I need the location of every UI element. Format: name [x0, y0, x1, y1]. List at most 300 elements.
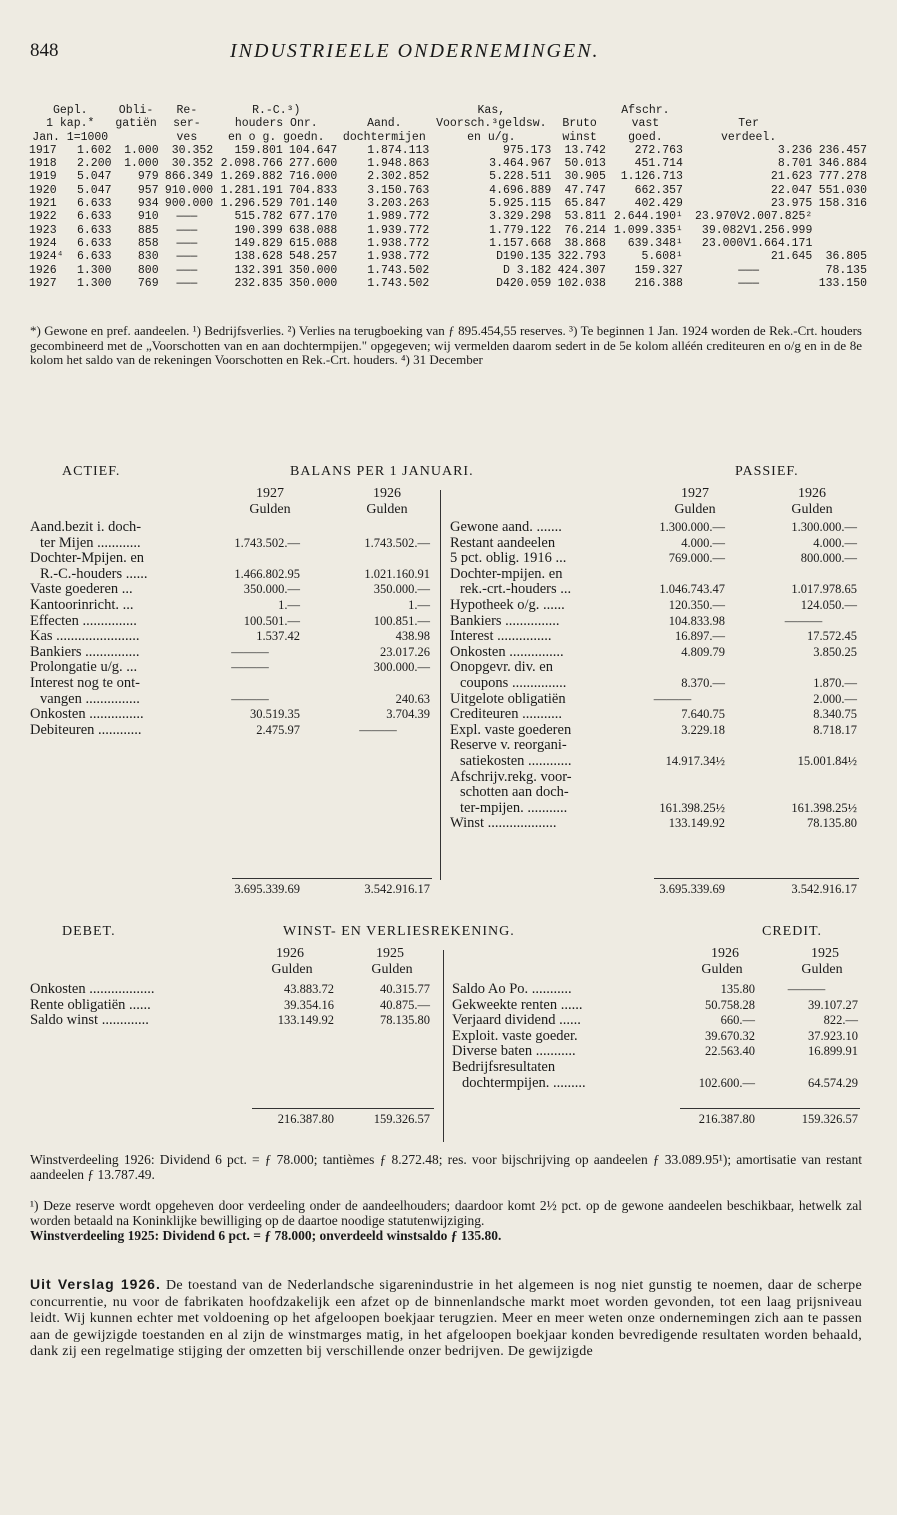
balance-divider	[440, 490, 441, 880]
passief-label: Restant aandeelen	[450, 534, 556, 551]
actief-label: Effecten ...............	[30, 612, 137, 629]
history-cell: 866.349	[164, 170, 214, 184]
history-cell: 830	[137, 250, 159, 264]
passief-value-b: 161.398.25½	[791, 800, 857, 815]
history-table-body	[28, 144, 868, 290]
passief-label: Gewone aand. .......	[450, 519, 562, 535]
actief-value-a: 100.501.—	[243, 613, 300, 628]
passief-value-a: 1.300.000.—	[659, 520, 725, 534]
credit-label: Verjaard dividend ......	[452, 1012, 581, 1029]
history-cell: 551.030	[818, 183, 867, 197]
actief-value-b: 100.851.—	[373, 613, 430, 628]
passief-value-b: 8.340.75	[813, 707, 857, 722]
history-cell: 975.173	[502, 143, 552, 157]
history-cell: 13.742	[564, 143, 606, 157]
history-cell: 1924⁴	[29, 250, 64, 264]
debet-label: Rente obligatiën ......	[30, 996, 151, 1013]
history-header-cell: Aand.	[367, 117, 402, 131]
history-cell: ———	[176, 210, 198, 224]
history-cell: ———	[738, 263, 759, 277]
history-cell: 2.302.852	[367, 170, 430, 184]
history-cell: 3.203.263	[367, 197, 430, 211]
history-header-cell: Obli-	[118, 104, 154, 117]
passief-label: Onopgevr. div. en	[450, 659, 553, 676]
passief-value-b: 1.300.000.—	[791, 520, 857, 534]
passief-label: Interest ...............	[450, 628, 552, 645]
history-cell: 149.829	[234, 236, 283, 250]
history-cell: ———	[176, 276, 198, 290]
passief-label: Hypotheek o/g. ......	[450, 597, 565, 613]
actief-value-a: 1.537.42	[256, 629, 300, 644]
passief-value-b: 4.000.—	[813, 535, 857, 550]
actief-value-b: 3.704.39	[386, 707, 430, 722]
history-cell: 1.000	[124, 157, 159, 171]
debet-label: Onkosten ..................	[30, 981, 155, 997]
history-cell: 53.811	[564, 210, 606, 224]
history-header-cell: Re-	[176, 104, 198, 117]
history-cell: 50.013	[564, 157, 606, 171]
actief-label: vangen ...............	[40, 690, 140, 707]
history-cell: 5.228.511	[489, 170, 552, 184]
history-cell: 424.307	[557, 263, 606, 277]
history-cell: 615.088	[289, 236, 338, 250]
table-note: *) Gewone en pref. aandeelen. ¹) Bedrijfsverlies. ²) Verlies na terugboeking van ƒ 895.454,55 reserves. ³) Te beginnen 1 Jan. 1924 worden de Rek.-Crt. houders gecombineerd met de „Voorschotten van en aan dochtermpijen." opgegeven; wij vermelden daarom sedert in de 5e kolom alléén crediteuren en o/g en in de 8e kolom het saldo van de rekeningen Voorschotten en Rek.-Crt. houders. ⁴) 31 December	[30, 323, 862, 368]
history-cell: 515.782	[234, 210, 283, 224]
credit-total-a: 216.387.80	[698, 1112, 755, 1126]
history-cell: D 3.182	[502, 263, 552, 277]
debet-label: Saldo winst .............	[30, 1012, 149, 1029]
passief-label: 5 pct. oblig. 1916 ...	[450, 550, 567, 567]
history-cell: 47.747	[564, 183, 606, 197]
history-cell: 159.801	[234, 143, 283, 157]
history-row	[28, 224, 868, 237]
history-cell: 957	[137, 183, 159, 197]
history-cell: 1.157.668	[489, 236, 552, 250]
history-cell	[813, 237, 868, 250]
history-cell: 1.989.772	[367, 210, 430, 224]
history-cell: 701.140	[289, 197, 338, 211]
history-header-cell: Kas,	[477, 104, 506, 117]
passief-label: Dochter-mpijen. en	[450, 565, 563, 582]
debet-title: DEBET.	[62, 924, 116, 939]
passief-value-b: ———	[784, 613, 823, 628]
history-cell: 777.278	[818, 170, 867, 184]
history-cell: 277.600	[289, 157, 338, 171]
history-cell: 23.000V1.664.171	[701, 236, 813, 250]
passief-label: Uitgelote obligatiën	[450, 690, 566, 707]
actief-value-a: 2.475.97	[256, 722, 300, 737]
history-cell: 3.236	[777, 143, 813, 157]
history-header-cell: Gepl.	[53, 104, 88, 117]
credit-total-b: 159.326.57	[801, 1112, 858, 1126]
history-cell: 1926	[29, 263, 57, 277]
actief-value-b: 300.000.—	[373, 660, 430, 675]
history-cell: 36.805	[825, 250, 867, 264]
actief-value-b: 1.—	[408, 598, 430, 612]
actief-label: Onkosten ...............	[30, 706, 144, 723]
history-cell: ———	[176, 250, 198, 264]
passief-value-b: 1.017.978.65	[791, 582, 857, 597]
actief-label: ter Mijen ............	[40, 534, 141, 551]
history-cell: 402.429	[634, 197, 683, 211]
history-cell: 133.150	[818, 276, 867, 290]
history-cell: 1918	[29, 157, 57, 171]
passief-title: PASSIEF.	[735, 464, 799, 479]
actief-value-b: 438.98	[395, 629, 430, 644]
debet-value-a: 43.883.72	[284, 982, 334, 996]
history-cell: D420.059	[496, 276, 552, 290]
history-cell: 639.348¹	[627, 236, 683, 250]
credit-label: Exploit. vaste goeder.	[452, 1027, 578, 1044]
history-cell: 1.099.335¹	[613, 223, 683, 237]
passief-label: Bankiers ...............	[450, 612, 560, 629]
history-cell: 2.098.766	[220, 157, 283, 171]
history-cell: 132.391	[234, 263, 283, 277]
passief-value-a: 104.833.98	[668, 613, 725, 628]
history-cell: 38.868	[564, 236, 606, 250]
annual-report-excerpt	[30, 1276, 862, 1361]
history-row	[28, 157, 868, 170]
passief-value-b: 1.870.—	[813, 676, 857, 690]
history-cell: 900.000	[164, 197, 214, 211]
history-header-cell: winst	[562, 130, 597, 144]
debet-value-a: 133.149.92	[277, 1013, 334, 1028]
history-header-row	[28, 117, 868, 130]
history-cell: 8.701	[777, 157, 813, 171]
history-cell: ———	[176, 263, 198, 277]
passief-value-a: 3.229.18	[681, 722, 725, 737]
actief-label: Dochter-Mpijen. en	[30, 550, 145, 567]
history-cell: 1.269.882	[220, 170, 283, 184]
history-cell: 6.633	[77, 250, 112, 264]
history-header-cell: Ter	[738, 117, 759, 131]
history-cell: 1.948.863	[367, 157, 430, 171]
history-table	[28, 104, 868, 290]
actief-value-b: 240.63	[395, 691, 430, 706]
passief-label: Winst ...................	[450, 815, 557, 832]
history-cell: 236.457	[818, 143, 867, 157]
history-cell: 1919	[29, 170, 57, 184]
history-cell: D190.135	[496, 250, 552, 264]
actief-label: Kas .......................	[30, 628, 140, 645]
history-header-cell: Jan. 1=1000	[32, 130, 109, 144]
history-header-cell: goed.	[628, 130, 663, 144]
history-cell: 78.135	[825, 263, 867, 277]
credit-value-b: 822.—	[823, 1013, 858, 1028]
passief-label: schotten aan doch-	[460, 784, 569, 801]
history-header-cell: gatiën	[115, 117, 157, 131]
history-header-cell: dochtermijen	[342, 130, 426, 144]
credit-value-a: 39.670.32	[705, 1028, 755, 1043]
history-cell: 1.743.502	[367, 276, 430, 290]
history-cell: 30.905	[564, 170, 606, 184]
history-cell: ———	[176, 236, 198, 250]
history-cell: 2.644.190¹	[613, 210, 683, 224]
history-cell: 138.628	[234, 250, 283, 264]
history-cell: 451.714	[634, 157, 683, 171]
credit-value-a: 102.600.—	[698, 1075, 755, 1090]
history-cell: 638.088	[289, 223, 338, 237]
history-header-cell: ser-	[173, 117, 201, 131]
history-cell: 1.939.772	[367, 223, 430, 237]
table-notes	[30, 324, 862, 368]
history-cell: 6.633	[77, 236, 112, 250]
passief-value-b: 8.718.17	[813, 722, 857, 737]
debet-value-b: 40.315.77	[380, 982, 430, 996]
passief-value-b: 3.850.25	[813, 644, 857, 659]
debet-year-b: 1925	[376, 946, 404, 961]
actief-label: R.-C.-houders ......	[40, 565, 148, 582]
passief-value-a: 8.370.—	[681, 676, 725, 690]
history-cell: 1.743.502	[367, 263, 430, 277]
history-cell: 1917	[29, 143, 57, 157]
history-cell: 30.352	[171, 143, 214, 157]
passief-label: Reserve v. reorgani-	[450, 737, 567, 754]
history-cell: 30.352	[171, 157, 214, 171]
verslag-text: De toestand van de Nederlandsche sigarenindustrie in het algemeen is nog niet gunstig te noemen, daar de scherpe concurrentie, nu voor de fabrikaten hoofdzakelijk een afzet op de binnenlandsche markt moet worden gevonden, tot een laag prijsniveau leidt. Wij kunnen echter met voldoening op het afgeloopen boekjaar terugzien. Meer en meer weten onze ondernemingen zich aan te passen aan de gewijzigde toestanden en al zijn de winstmarges matig, in het afgeloopen boekjaar konden bevredigende resultaten worden behaald, dank zij een regelmatige stijging der omzetten bij verschillende onzer bedrijven. De gewijzigde	[30, 1278, 862, 1359]
history-cell: 979	[137, 170, 159, 184]
passief-value-a: 7.640.75	[681, 707, 725, 722]
passief-value-a: 133.149.92	[668, 816, 725, 831]
history-table-header	[28, 104, 868, 144]
history-cell: 1.281.191	[220, 183, 283, 197]
credit-label: Bedrijfsresultaten	[452, 1059, 556, 1075]
history-cell: 2.200	[77, 157, 112, 171]
history-cell: 1.300	[77, 263, 112, 277]
history-cell: 1924	[29, 236, 57, 250]
history-cell: 39.082V1.256.999	[701, 223, 813, 237]
history-cell: 21.623	[770, 170, 813, 184]
history-cell: 104.647	[289, 143, 338, 157]
history-cell: 6.633	[77, 197, 112, 211]
history-row	[28, 184, 868, 197]
credit-label: Gekweekte renten ......	[452, 996, 583, 1013]
passief-value-a: 4.000.—	[681, 535, 725, 550]
history-cell: 1.938.772	[367, 236, 430, 250]
page-header	[0, 40, 897, 80]
history-cell: 3.150.763	[367, 183, 430, 197]
balance-title: BALANS PER 1 JANUARI.	[290, 464, 474, 479]
history-cell: 3.329.298	[489, 210, 552, 224]
passief-label: ter-mpijen. ...........	[460, 799, 568, 816]
passief-value-a: 14.917.34½	[665, 754, 725, 768]
history-cell: 76.214	[564, 223, 606, 237]
profit-distribution-text	[30, 1152, 862, 1243]
actief-value-b: ———	[359, 722, 397, 737]
actief-total-b: 3.542.916.17	[364, 882, 430, 896]
debet-total-b: 159.326.57	[373, 1112, 430, 1126]
running-title: INDUSTRIEELE ONDERNEMINGEN.	[230, 40, 600, 62]
history-cell: 4.696.889	[489, 183, 552, 197]
passief-label: Afschrijv.rekg. voor-	[450, 768, 572, 785]
history-cell: 350.000	[289, 263, 338, 277]
history-cell: 1.874.113	[367, 143, 430, 157]
credit-value-a: 50.758.28	[705, 997, 755, 1012]
actief-value-a: 30.519.35	[250, 707, 300, 722]
passief-year-b: 1926	[798, 486, 826, 501]
debet-unit-b: Gulden	[371, 962, 413, 977]
passief-unit-a: Gulden	[674, 502, 716, 517]
passief-value-b: 17.572.45	[807, 629, 857, 644]
credit-title: CREDIT.	[762, 924, 823, 939]
history-cell: 1.938.772	[367, 250, 430, 264]
history-row	[28, 250, 868, 263]
page-number: 848	[30, 40, 59, 61]
passief-total-rule	[654, 878, 859, 879]
history-header-row	[28, 131, 868, 144]
history-cell: 22.047	[770, 183, 813, 197]
debet-year-a: 1926	[276, 946, 304, 961]
passief-value-a: 161.398.25½	[659, 800, 725, 815]
history-header-cell	[338, 104, 430, 117]
history-cell: 769	[137, 276, 159, 290]
history-cell	[813, 224, 868, 237]
history-cell: 1922	[29, 210, 57, 224]
credit-year-b: 1925	[811, 946, 839, 961]
history-cell: 272.763	[634, 143, 683, 157]
history-row	[28, 237, 868, 250]
actief-total-a: 3.695.339.69	[234, 882, 300, 896]
history-cell: 1923	[29, 223, 57, 237]
history-header-cell	[113, 131, 160, 144]
history-cell: 677.170	[289, 210, 338, 224]
history-cell: 5.047	[77, 170, 112, 184]
debet-total-a: 216.387.80	[277, 1112, 334, 1126]
passief-value-a: 1.046.743.47	[659, 582, 725, 597]
actief-label: Aand.bezit i. doch-	[30, 519, 142, 535]
history-header-cell: ves	[176, 130, 198, 144]
passief-value-b: 2.000.—	[813, 691, 857, 706]
history-cell: 1.300	[77, 276, 112, 290]
passief-value-a: 4.809.79	[681, 644, 725, 659]
history-cell: 346.884	[818, 157, 867, 171]
actief-value-a: ———	[231, 644, 269, 659]
history-cell: 800	[137, 263, 159, 277]
actief-value-a: 1.743.502.—	[234, 535, 300, 550]
history-cell: 5.047	[77, 183, 112, 197]
history-cell: 1920	[29, 183, 57, 197]
passief-value-a: ———	[653, 691, 692, 706]
passief-year-a: 1927	[681, 486, 709, 501]
passief-value-b: 78.135.80	[807, 816, 857, 831]
credit-label: Diverse baten ...........	[452, 1043, 576, 1060]
history-row	[28, 210, 868, 223]
actief-value-a: ———	[231, 660, 269, 675]
history-cell: 716.000	[289, 170, 338, 184]
credit-value-b: 16.899.91	[808, 1044, 858, 1059]
passief-value-a: 16.897.—	[675, 629, 725, 644]
winstverdeeling-1925: Winstverdeeling 1925: Dividend 6 pct. = ƒ 78.000; onverdeeld winstsaldo ƒ 135.80.	[30, 1228, 502, 1243]
history-cell: 885	[137, 223, 159, 237]
history-header-cell: Bruto	[562, 117, 597, 131]
history-row	[28, 170, 868, 183]
credit-value-b: 64.574.29	[808, 1075, 858, 1090]
history-cell: 190.399	[234, 223, 283, 237]
history-cell: 159.327	[634, 263, 683, 277]
history-cell: 1921	[29, 197, 57, 211]
actief-unit-a: Gulden	[249, 502, 291, 517]
history-cell: 1.602	[77, 143, 112, 157]
actief-label: Vaste goederen ...	[30, 581, 133, 598]
history-row	[28, 144, 868, 157]
passief-total-a: 3.695.339.69	[659, 882, 725, 896]
history-cell: 5.608¹	[641, 250, 683, 264]
passief-label: Crediteuren ...........	[450, 706, 562, 723]
history-cell: 1927	[29, 276, 57, 290]
credit-value-a: 660.—	[720, 1013, 755, 1028]
history-row	[28, 277, 868, 290]
history-cell: 910	[137, 210, 159, 224]
history-cell: 232.835	[234, 276, 283, 290]
passief-label: rek.-crt.-houders ...	[460, 581, 572, 598]
actief-value-a: 350.000.—	[243, 582, 300, 597]
history-cell: 102.038	[557, 276, 606, 290]
verslag-lead: Uit Verslag 1926.	[30, 1276, 161, 1292]
history-cell: 23.975	[770, 197, 813, 211]
history-header-cell: Voorsch.³geldsw.	[436, 117, 547, 131]
history-cell: ———	[176, 223, 198, 237]
debet-value-a: 39.354.16	[284, 997, 334, 1012]
passief-label: Expl. vaste goederen	[450, 721, 572, 738]
history-row	[28, 264, 868, 277]
history-header-row	[28, 104, 868, 117]
history-cell: 5.925.115	[489, 197, 552, 211]
actief-value-a: 1.466.802.95	[234, 566, 300, 581]
history-cell: 1.779.122	[489, 223, 552, 237]
actief-value-a: 1.—	[278, 598, 300, 612]
history-header-cell	[552, 104, 607, 117]
history-cell: 662.357	[634, 183, 683, 197]
history-cell: 1.296.529	[220, 197, 283, 211]
history-header-cell: en u/g.	[467, 130, 516, 144]
history-cell: ———	[738, 276, 759, 290]
history-row	[28, 197, 868, 210]
history-cell: 350.000	[289, 276, 338, 290]
debet-value-b: 78.135.80	[380, 1013, 430, 1028]
credit-label: Saldo Ao Po. ...........	[452, 981, 572, 997]
history-header-cell: verdeel.	[721, 130, 777, 144]
debet-total-rule	[252, 1108, 434, 1109]
history-cell: 1.126.713	[620, 170, 683, 184]
actief-title: ACTIEF.	[62, 464, 121, 479]
actief-year-b: 1926	[373, 486, 401, 501]
history-header-cell: vast	[631, 117, 660, 131]
history-header-cell: 1 kap.*	[46, 117, 95, 131]
passief-value-b: 800.000.—	[800, 551, 857, 566]
actief-value-b: 350.000.—	[373, 582, 430, 597]
history-cell: 548.257	[289, 250, 338, 264]
passief-label: Onkosten ...............	[450, 643, 564, 660]
credit-year-a: 1926	[711, 946, 739, 961]
winst-divider	[443, 950, 444, 1142]
passief-unit-b: Gulden	[791, 502, 833, 517]
history-cell: 23.970V2.007.825²	[695, 210, 813, 224]
passief-label: coupons ...............	[460, 675, 567, 691]
winst-title: WINST- EN VERLIESREKENING.	[283, 924, 515, 939]
actief-year-a: 1927	[256, 486, 284, 501]
actief-value-b: 1.021.160.91	[364, 566, 430, 581]
history-cell: 910.000	[164, 183, 214, 197]
footnote: ¹) Deze reserve wordt opgeheven door verdeeling onder de aandeelhouders; daardoor komt 2½ pct. op de gewone aandeelen beschikbaar, hetwelk zal worden betaald na Koninklijke bewilliging op de daartoe noodige statutenwijziging.	[30, 1198, 862, 1228]
history-header-cell	[684, 104, 813, 117]
history-cell: 858	[137, 236, 159, 250]
actief-value-b: 1.743.502.—	[364, 535, 430, 550]
winstverdeeling-1926: Winstverdeeling 1926: Dividend 6 pct. = ƒ 78.000; tantièmes ƒ 8.272.48; res. voor bijschrijving op aandeelen ƒ 33.089.95¹); amortisatie van restant aandeelen ƒ 13.787.49.	[30, 1152, 862, 1182]
actief-value-a: ———	[231, 691, 269, 706]
passief-value-a: 120.350.—	[668, 598, 725, 612]
history-cell: 322.793	[557, 250, 606, 264]
history-cell: 3.464.967	[489, 157, 552, 171]
